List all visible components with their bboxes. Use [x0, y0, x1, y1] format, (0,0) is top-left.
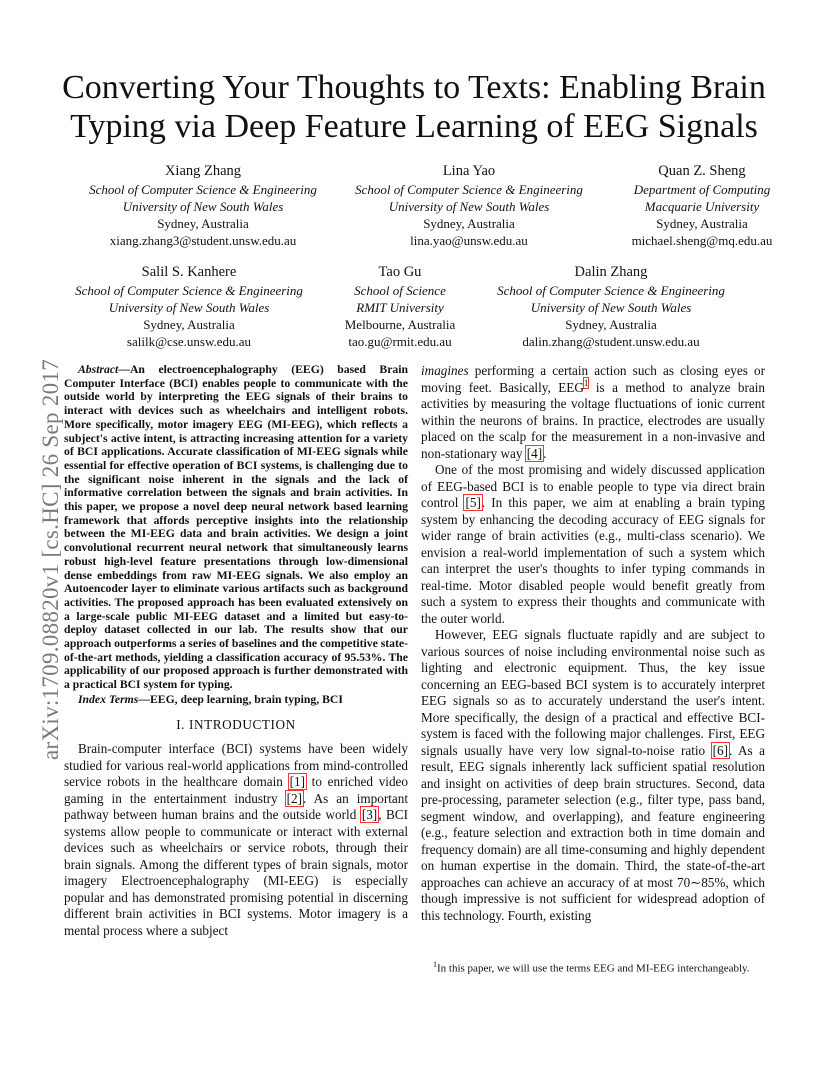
- footnote-mark: 1: [433, 960, 437, 969]
- author-location: Sydney, Australia: [656, 216, 748, 231]
- author-email: michael.sheng@mq.edu.au: [631, 233, 773, 248]
- author-affiliation: School of Computer Science & Engineering: [355, 182, 583, 197]
- right-column: [421, 363, 765, 924]
- index-terms: [64, 693, 408, 707]
- citation-link[interactable]: [4]: [526, 445, 543, 461]
- index-terms-text: —EEG, deep learning, brain typing, BCI: [138, 692, 343, 706]
- author-affiliation: School of Computer Science & Engineering: [75, 283, 303, 298]
- body-paragraph: [421, 363, 765, 462]
- author-institution: University of New South Wales: [122, 199, 284, 214]
- author-name: Quan Z. Sheng: [658, 163, 746, 179]
- author-location: Sydney, Australia: [143, 317, 235, 332]
- author-institution: University of New South Wales: [388, 199, 550, 214]
- author-institution: RMIT University: [356, 300, 444, 315]
- author-location: Sydney, Australia: [157, 216, 249, 231]
- author-name: Lina Yao: [442, 163, 496, 179]
- author-location: Sydney, Australia: [565, 317, 657, 332]
- footnote-link[interactable]: 1: [583, 378, 589, 389]
- text-run: One of the most promising and widely discussed application of EEG-based BCI is to enable people to type via direct brain control: [421, 462, 765, 510]
- arxiv-stamp: arXiv:1709.08820v1 [cs.HC] 26 Sep 2017: [38, 358, 63, 760]
- author-block: [56, 264, 322, 350]
- author-block: [602, 163, 802, 249]
- text-run: , BCI systems allow people to communicate or interact with external devices such as wheelchairs or service robots, through their brain signals. Among the different types of brain signals, motor imagery Electroencephalography (MI-EEG) is especially popular and has demonstrated promising potential in discerning different brain activities in BCI systems. Motor imagery is a mental process where a subject: [64, 807, 408, 938]
- citation-link[interactable]: [3]: [361, 807, 378, 823]
- paper-title: Converting Your Thoughts to Texts: Enabling Brain Typing via Deep Feature Learning of EEG Signals: [62, 69, 766, 145]
- left-column: [64, 363, 408, 939]
- text-run: performing a certain action such as closing eyes or moving feet. Basically, EEG: [421, 363, 765, 395]
- text-run: is a method to analyze brain activities by measuring the voltage fluctuations of ionic current within the neurons of brains. In practice, electrodes are usually placed on the scalp for the measurement in a non-invasive and non-stationary way: [421, 379, 765, 461]
- author-block: [478, 264, 744, 350]
- author-block: [322, 264, 478, 350]
- author-email: dalin.zhang@student.unsw.edu.au: [522, 334, 700, 349]
- text-run: . In this paper, we aim at enabling a brain typing system by enhancing the decoding accuracy of EEG signals for wider range of brain activities (e.g., multi-class scenario). We envision a real-world implementation of such a system which can interpret the user's thoughts to infer typing commands in real-time. Motor disabled people would benefit greatly from such a system to express their thoughts and communicate with the outer world.: [421, 495, 766, 626]
- abstract-text: —An electroencephalography (EEG) based Brain Computer Interface (BCI) enables people to communicate with the outside world by interpreting the EEG signals of their brains to interact with devices such as wheelchairs and intelligent robots. More specifically, motor imagery EEG (MI-EEG), which reflects a subject's active intent, is attracting increasing attention for a variety of BCI applications. Accurate classification of MI-EEG signals while essential for effective operation of BCI systems, is challenging due to the significant noise inherent in the signals and the lack of informative correlation between the signals and brain activities. In this paper, we propose a novel deep neural network based learning framework that affords perceptive insights into the relationship between the MI-EEG data and brain activities. We design a joint convolutional recurrent neural network that simultaneously learns robust high-level feature presentations through low-dimensional dense embeddings from raw MI-EEG signals. We also employ an Autoencoder layer to eliminate various artifacts such as background activities. The proposed approach has been evaluated extensively on a large-scale public MI-EEG dataset and a limited but easy-to-deploy dataset collected in our lab. The results show that our approach outperforms a series of baselines and the competitive state-of-the-art methods, yielding a classification accuracy of 95.53%. The applicability of our proposed approach is further demonstrated with a practical BCI system for typing.: [64, 363, 408, 692]
- author-email: tao.gu@rmit.edu.au: [348, 334, 452, 349]
- text-run: . As a result, EEG signals inherently lack sufficient spatial resolution and insight on activities of deep brain structures. Second, data pre-processing, parameter selection (e.g., filter type, pass band, segment window, and overlapping), and feature engineering (e.g., feature selection and extraction both in time domain and frequency domain) are all time-consuming and highly dependent on human expertise in the domain. Third, the state-of-the-art approaches can achieve an accuracy of at most 70∼85%, which though impressive is not sufficient for widespread adoption of this technology. Fourth, existing: [421, 742, 765, 923]
- author-block: [70, 163, 336, 249]
- citation-link[interactable]: [1]: [289, 774, 305, 790]
- author-affiliation: School of Computer Science & Engineering: [89, 182, 317, 197]
- text-run: to enriched video gaming in the entertainment industry: [64, 774, 408, 806]
- author-name: Xiang Zhang: [164, 163, 242, 179]
- citation-link[interactable]: [5]: [465, 495, 481, 510]
- author-institution: University of New South Wales: [530, 300, 692, 315]
- author-location: Sydney, Australia: [423, 216, 515, 231]
- body-paragraph: [421, 462, 765, 627]
- citation-link[interactable]: [2]: [286, 790, 303, 806]
- author-affiliation: School of Computer Science & Engineering: [497, 283, 725, 298]
- text-run: .: [543, 445, 547, 461]
- abstract: [64, 363, 408, 692]
- body-paragraph: [421, 627, 765, 924]
- author-email: xiang.zhang3@student.unsw.edu.au: [109, 233, 297, 248]
- author-institution: Macquarie University: [644, 199, 760, 214]
- footnote: [421, 958, 765, 976]
- author-name: Dalin Zhang: [574, 264, 648, 280]
- author-affiliation: School of Science: [354, 283, 446, 298]
- citation-link[interactable]: [6]: [712, 742, 728, 758]
- author-name: Salil S. Kanhere: [141, 264, 237, 280]
- author-email: lina.yao@unsw.edu.au: [410, 233, 528, 248]
- abstract-label: Abstract: [78, 363, 119, 376]
- text-run: However, EEG signals fluctuate rapidly and are subject to various sources of noise including environmental noise such as lighting and electronic equipment. Thus, the key issue concerning an EEG-based BCI system is to accurately interpret EEG signals so as to accurately understand the user's intent. More specifically, the design of a practical and effective BCI-system is faced with the following major challenges. First, EEG signals usually have very low signal-to-noise ratio: [421, 627, 765, 758]
- intro-paragraph: [64, 741, 408, 939]
- author-email: salilk@cse.unsw.edu.au: [126, 334, 252, 349]
- text-run: . As an important pathway between human brains and the outside world: [64, 790, 408, 823]
- author-name: Tao Gu: [378, 264, 422, 280]
- text-run: imagines: [421, 363, 469, 378]
- author-affiliation: Department of Computing: [633, 182, 771, 197]
- author-block: [336, 163, 602, 249]
- index-terms-label: Index Terms: [78, 692, 139, 706]
- footnote-text: In this paper, we will use the terms EEG and MI-EEG interchangeably.: [437, 962, 750, 975]
- text-run: Brain-computer interface (BCI) systems have been widely studied for various real-world applications from mind-controlled service robots in the healthcare domain: [64, 741, 408, 790]
- section-heading: I. INTRODUCTION: [176, 716, 296, 732]
- author-location: Melbourne, Australia: [344, 317, 456, 332]
- author-institution: University of New South Wales: [108, 300, 270, 315]
